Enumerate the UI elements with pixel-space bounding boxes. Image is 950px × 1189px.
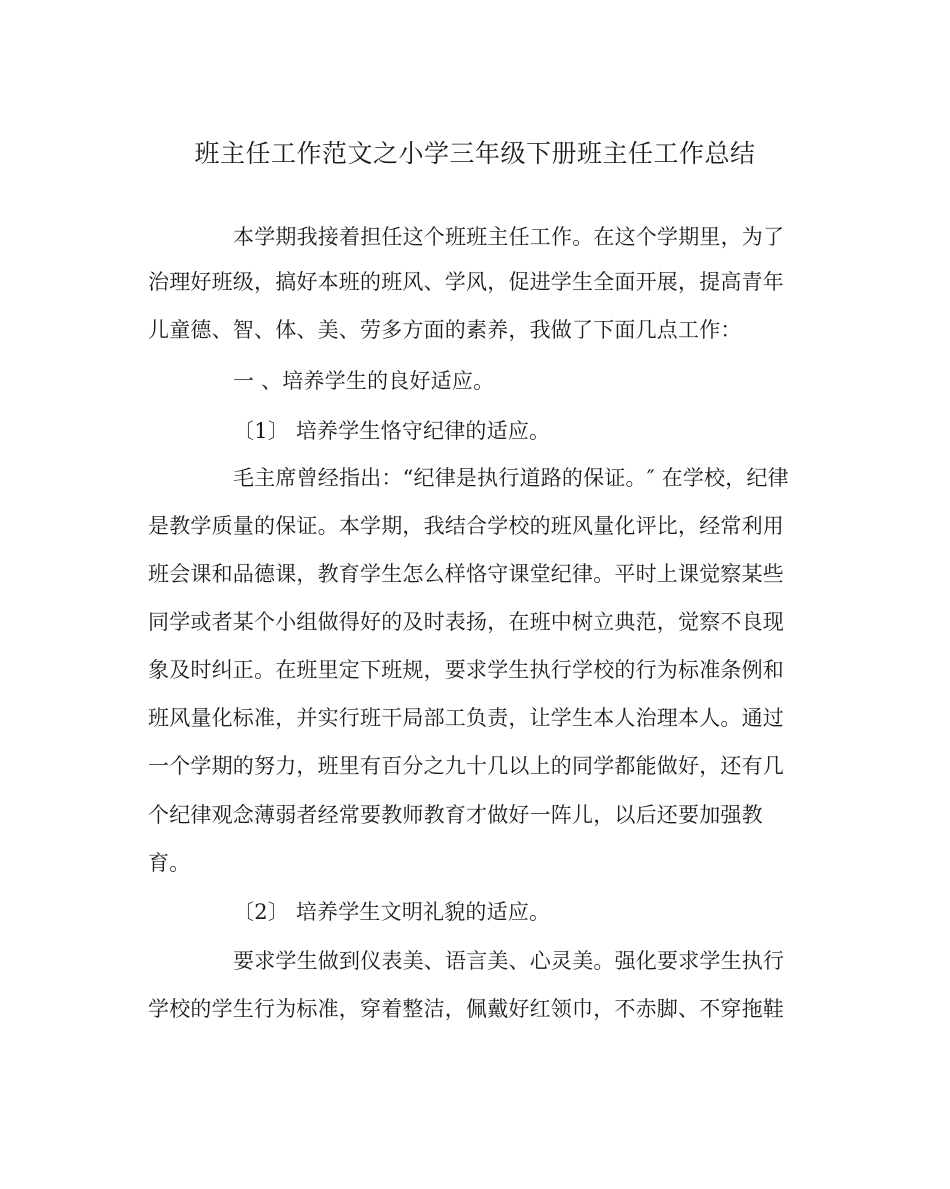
paragraph-line: 治理好班级，搞好本班的班风、学风，促进学生全面开展，提高青年 xyxy=(148,270,784,294)
paragraph-line: 是教学质量的保证。本学期，我结合学校的班风量化评比，经常利用 xyxy=(148,514,784,538)
paragraph-line: 个纪律观念薄弱者经常要教师教育才做好一阵儿，以后还要加强教 xyxy=(148,803,763,827)
paragraph-line: 育。 xyxy=(148,851,191,875)
paragraph-line: 一个学期的努力，班里有百分之九十几以上的同学都能做好，还有几 xyxy=(148,754,784,778)
subsection-heading: 〔1〕 培养学生恪守纪律的适应。 xyxy=(233,419,551,443)
paragraph-line: 本学期我接着担任这个班班主任工作。在这个学期里，为了 xyxy=(233,225,785,249)
paragraph-line: 儿童德、智、体、美、劳多方面的素养，我做了下面几点工作： xyxy=(148,318,742,342)
section-heading: 一 、培养学生的良好适应。 xyxy=(233,369,495,393)
paragraph-line: 象及时纠正。在班里定下班规，要求学生执行学校的行为标准条例和 xyxy=(148,658,784,682)
paragraph-line: 班会课和品德课，教育学生怎么样恪守课堂纪律。平时上课觉察某些 xyxy=(148,562,784,586)
paragraph-line: 同学或者某个小组做得好的及时表扬，在班中树立典范，觉察不良现 xyxy=(148,610,784,634)
document-title: 班主任工作范文之小学三年级下册班主任工作总结 xyxy=(194,139,756,168)
paragraph-line: 要求学生做到仪表美、语言美、心灵美。强化要求学生执行 xyxy=(233,949,785,973)
paragraph-line: 毛主席曾经指出：“纪律是执行道路的保证。″ 在学校，纪律 xyxy=(233,466,789,490)
paragraph-line: 学校的学生行为标准，穿着整洁，佩戴好红领巾，不赤脚、不穿拖鞋 xyxy=(148,997,784,1021)
paragraph-line: 班风量化标准，并实行班干局部工负责，让学生本人治理本人。通过 xyxy=(148,706,784,730)
subsection-heading: 〔2〕 培养学生文明礼貌的适应。 xyxy=(233,900,551,924)
